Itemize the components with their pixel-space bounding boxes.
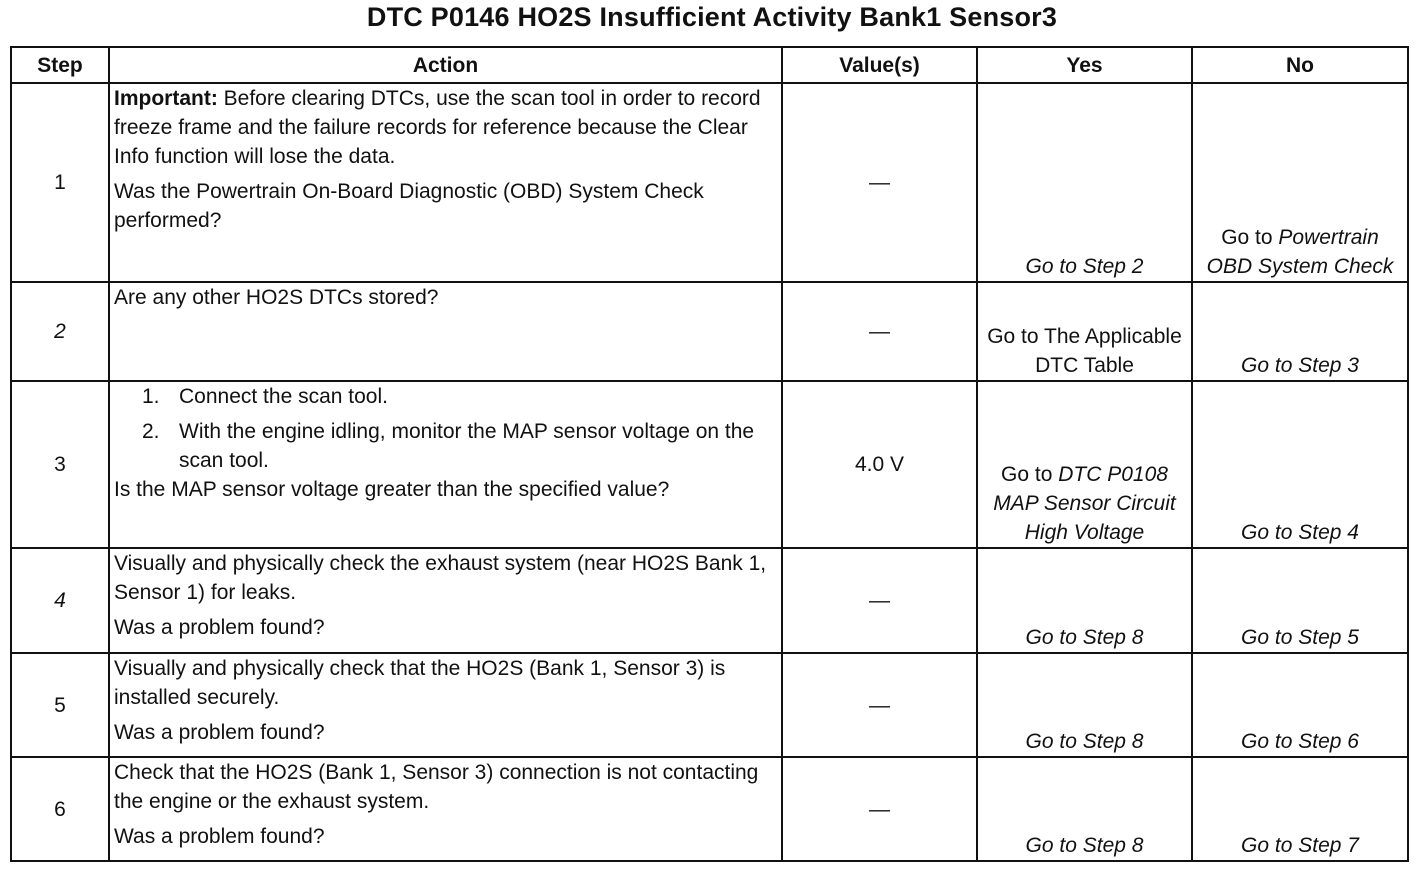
action-cell — [109, 282, 782, 381]
yes-link-target: DTC P0108 MAP Sensor Circuit High Voltage — [993, 463, 1176, 544]
list-item-text: With the engine idling, monitor the MAP sensor voltage on the scan tool. — [179, 420, 755, 472]
no-link[interactable]: Go to Step 3 — [1192, 282, 1408, 381]
header-yes: Yes — [977, 47, 1192, 83]
yes-link[interactable]: Go to Step 8 — [977, 548, 1192, 653]
action-question: Was a problem found? — [114, 616, 325, 639]
value-cell: — — [782, 282, 977, 381]
value-cell: — — [782, 548, 977, 653]
no-link[interactable] — [1192, 83, 1408, 282]
yes-link[interactable]: Go to Step 8 — [977, 653, 1192, 757]
table-row — [11, 653, 1408, 757]
header-action: Action — [109, 47, 782, 83]
step-number: 6 — [11, 757, 109, 861]
table-row — [11, 282, 1408, 381]
no-link-prefix: Go to — [1221, 226, 1279, 249]
header-row — [11, 47, 1408, 83]
action-instruction — [114, 84, 777, 171]
value-cell: — — [782, 757, 977, 861]
list-item-text: Connect the scan tool. — [179, 385, 388, 408]
step-number: 1 — [11, 83, 109, 282]
step-number: 4 — [11, 548, 109, 653]
header-step: Step — [11, 47, 109, 83]
action-question: Was a problem found? — [114, 825, 325, 848]
yes-link[interactable]: Go to Step 8 — [977, 757, 1192, 861]
page-title: DTC P0146 HO2S Insufficient Activity Bank1 Sensor3 — [366, 2, 1058, 32]
list-item-number: 1. — [142, 385, 160, 408]
action-cell — [109, 381, 782, 548]
yes-link-prefix: Go to — [1001, 463, 1059, 486]
action-question: Was a problem found? — [114, 721, 325, 744]
step-number: 3 — [11, 381, 109, 548]
action-steps-list — [114, 382, 777, 475]
yes-link[interactable] — [977, 381, 1192, 548]
table-row — [11, 548, 1408, 653]
table-row — [11, 757, 1408, 861]
list-item-number: 2. — [142, 420, 160, 443]
list-item — [114, 382, 777, 411]
action-cell — [109, 548, 782, 653]
action-cell — [109, 83, 782, 282]
important-label: Important: — [114, 87, 218, 110]
table-row — [11, 381, 1408, 548]
no-link[interactable]: Go to Step 4 — [1192, 381, 1408, 548]
action-cell — [109, 653, 782, 757]
value-cell: 4.0 V — [782, 381, 977, 548]
value-cell: — — [782, 653, 977, 757]
list-item — [114, 417, 777, 475]
action-question: Was the Powertrain On-Board Diagnostic (OBD) System Check performed? — [114, 180, 704, 232]
action-question: Are any other HO2S DTCs stored? — [114, 286, 439, 309]
yes-link[interactable]: Go to The Applicable DTC Table — [977, 282, 1192, 381]
yes-link[interactable]: Go to Step 2 — [977, 83, 1192, 282]
table-row — [11, 83, 1408, 282]
header-values: Value(s) — [782, 47, 977, 83]
no-link[interactable]: Go to Step 7 — [1192, 757, 1408, 861]
no-link-target: Powertrain OBD System Check — [1206, 226, 1394, 278]
step-number: 5 — [11, 653, 109, 757]
action-cell — [109, 757, 782, 861]
no-link[interactable]: Go to Step 5 — [1192, 548, 1408, 653]
action-text: Before clearing DTCs, use the scan tool in order to record freeze frame and the failure records for reference because the Clear Info function will lose the data. — [114, 87, 761, 168]
diagnostic-table — [10, 46, 1409, 862]
header-no: No — [1192, 47, 1408, 83]
action-text: Visually and physically check that the HO2S (Bank 1, Sensor 3) is installed securely. — [114, 657, 726, 709]
action-text: Visually and physically check the exhaust system (near HO2S Bank 1, Sensor 1) for leaks. — [114, 552, 767, 604]
action-question: Is the MAP sensor voltage greater than the specified value? — [114, 478, 670, 501]
value-cell: — — [782, 83, 977, 282]
step-number: 2 — [11, 282, 109, 381]
no-link[interactable]: Go to Step 6 — [1192, 653, 1408, 757]
action-text: Check that the HO2S (Bank 1, Sensor 3) connection is not contacting the engine or the exhaust system. — [114, 761, 759, 813]
